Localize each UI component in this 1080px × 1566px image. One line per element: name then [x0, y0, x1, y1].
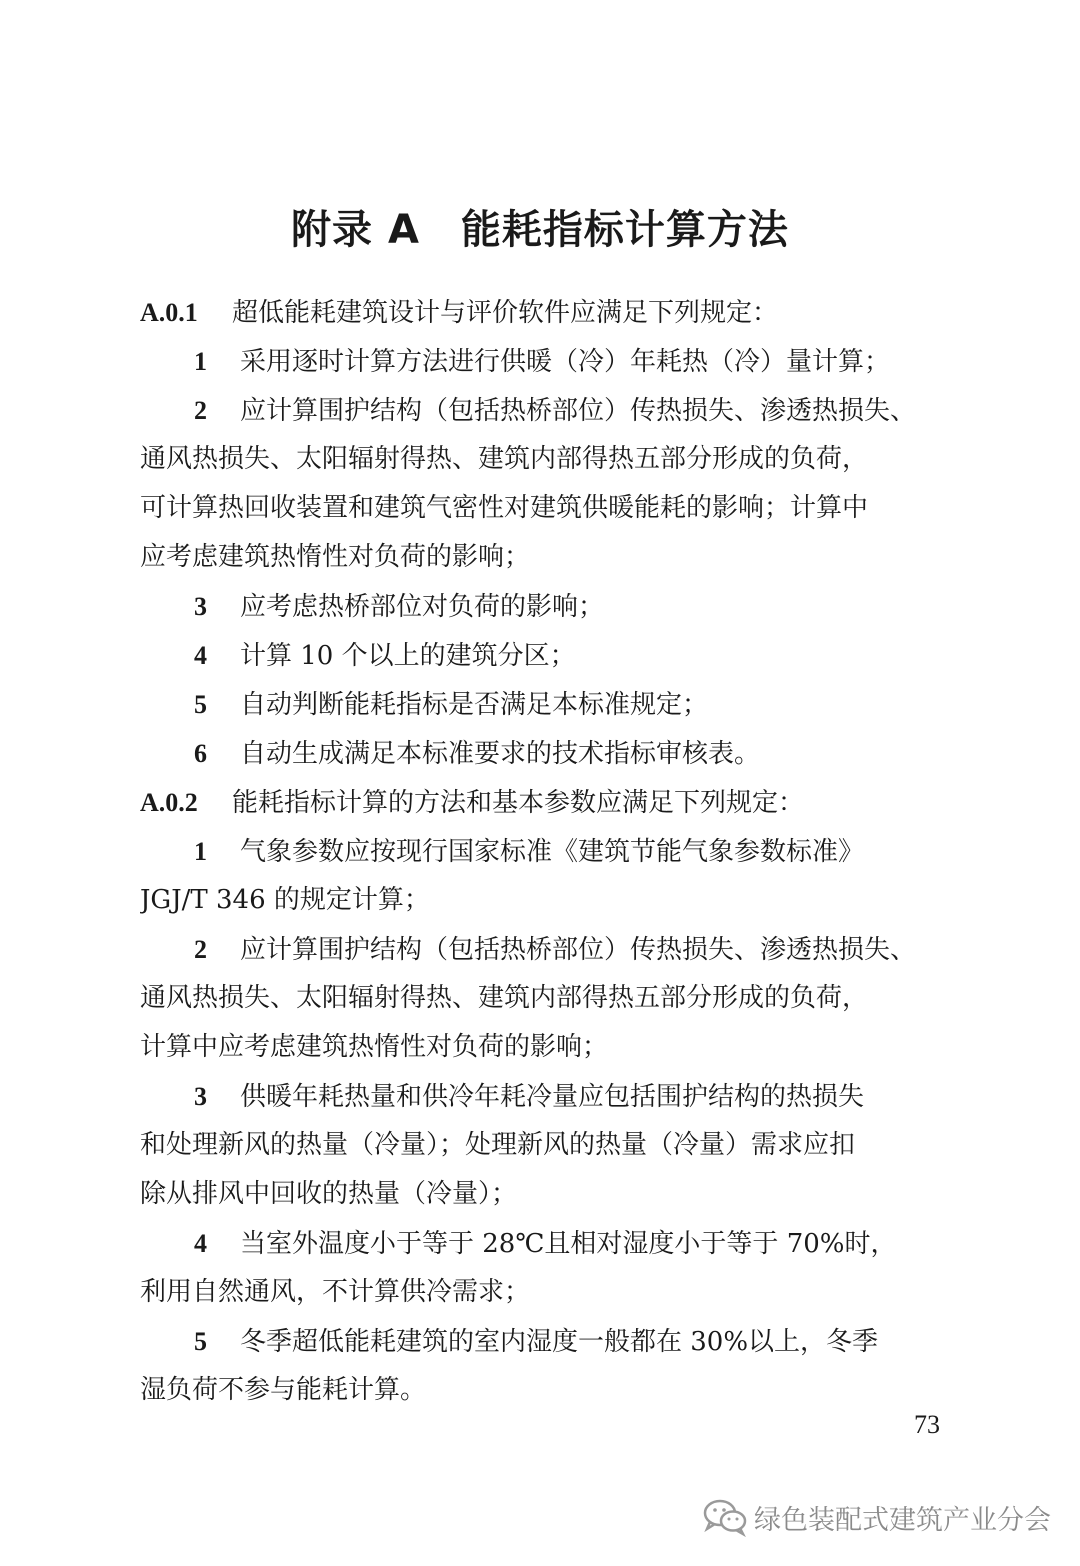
list-item-continuation [140, 1366, 945, 1415]
list-item [140, 386, 945, 435]
item-text: 自动生成满足本标准要求的技术指标审核表。 [240, 739, 761, 769]
list-item-continuation [140, 1121, 945, 1170]
item-text: 自动判断能耗指标是否满足本标准规定； [240, 690, 709, 720]
item-text: 应计算围护结构（包括热桥部位）传热损失、渗透热损失、 [240, 396, 917, 426]
item-text: 湿负荷不参与能耗计算。 [140, 1375, 427, 1405]
item-number: 4 [194, 641, 207, 670]
list-item [140, 1072, 945, 1121]
body-text [140, 288, 945, 1415]
list-item [140, 680, 945, 729]
item-number: 5 [194, 690, 207, 719]
item-number: 3 [194, 1082, 207, 1111]
list-item [140, 925, 945, 974]
item-text: 计算 10 个以上的建筑分区； [240, 641, 576, 671]
item-text: 和处理新风的热量（冷量）；处理新风的热量（冷量）需求应扣 [140, 1130, 856, 1160]
item-number: 6 [194, 739, 207, 768]
list-item-continuation [140, 1268, 945, 1317]
item-text: 应考虑热桥部位对负荷的影响； [240, 592, 605, 622]
watermark [702, 1492, 1051, 1542]
item-text: 应计算围护结构（包括热桥部位）传热损失、渗透热损失、 [240, 935, 917, 965]
item-text: JGJ/T 346 的规定计算； [140, 885, 430, 915]
clause-heading [140, 288, 945, 337]
item-number: 5 [194, 1327, 207, 1356]
list-item [140, 1219, 945, 1268]
clause-intro: 超低能耗建筑设计与评价软件应满足下列规定： [232, 298, 779, 328]
item-text: 冬季超低能耗建筑的室内湿度一般都在 30%以上，冬季 [240, 1327, 879, 1357]
item-number: 3 [194, 592, 207, 621]
item-text: 通风热损失、太阳辐射得热、建筑内部得热五部分形成的负荷， [140, 444, 869, 474]
item-text: 采用逐时计算方法进行供暖（冷）年耗热（冷）量计算； [240, 347, 891, 377]
list-item-continuation [140, 876, 945, 925]
list-item [140, 729, 945, 778]
item-text: 气象参数应按现行国家标准《建筑节能气象参数标准》 [240, 837, 865, 867]
list-item [140, 337, 945, 386]
list-item [140, 631, 945, 680]
list-item-continuation [140, 435, 945, 484]
page-number: 73 [914, 1410, 940, 1439]
item-text: 供暖年耗热量和供冷年耗冷量应包括围护结构的热损失 [240, 1082, 865, 1112]
list-item-continuation [140, 974, 945, 1023]
wechat-icon [702, 1497, 748, 1537]
list-item-continuation [140, 533, 945, 582]
clause-intro: 能耗指标计算的方法和基本参数应满足下列规定： [232, 788, 805, 818]
clause-heading [140, 778, 945, 827]
list-item [140, 1317, 945, 1366]
appendix-title: 附录 A 能耗指标计算方法 [291, 207, 789, 253]
item-number: 2 [194, 935, 207, 964]
list-item [140, 582, 945, 631]
clause-number: A.0.2 [140, 788, 198, 817]
list-item-continuation [140, 484, 945, 533]
item-number: 2 [194, 396, 207, 425]
item-text: 可计算热回收装置和建筑气密性对建筑供暖能耗的影响；计算中 [140, 493, 869, 523]
item-number: 1 [194, 837, 207, 866]
item-number: 1 [194, 347, 207, 376]
item-number: 4 [194, 1229, 207, 1258]
item-text: 利用自然通风，不计算供冷需求； [140, 1277, 531, 1307]
list-item [140, 827, 945, 876]
list-item-continuation [140, 1170, 945, 1219]
item-text: 计算中应考虑建筑热惰性对负荷的影响； [140, 1032, 609, 1062]
item-text: 应考虑建筑热惰性对负荷的影响； [140, 542, 531, 572]
watermark-text: 绿色装配式建筑产业分会 [754, 1504, 1051, 1536]
item-text: 除从排风中回收的热量（冷量）； [140, 1179, 518, 1209]
item-text: 通风热损失、太阳辐射得热、建筑内部得热五部分形成的负荷， [140, 983, 869, 1013]
item-text: 当室外温度小于等于 28℃且相对湿度小于等于 70%时， [240, 1229, 897, 1259]
clause-number: A.0.1 [140, 298, 198, 327]
list-item-continuation [140, 1023, 945, 1072]
